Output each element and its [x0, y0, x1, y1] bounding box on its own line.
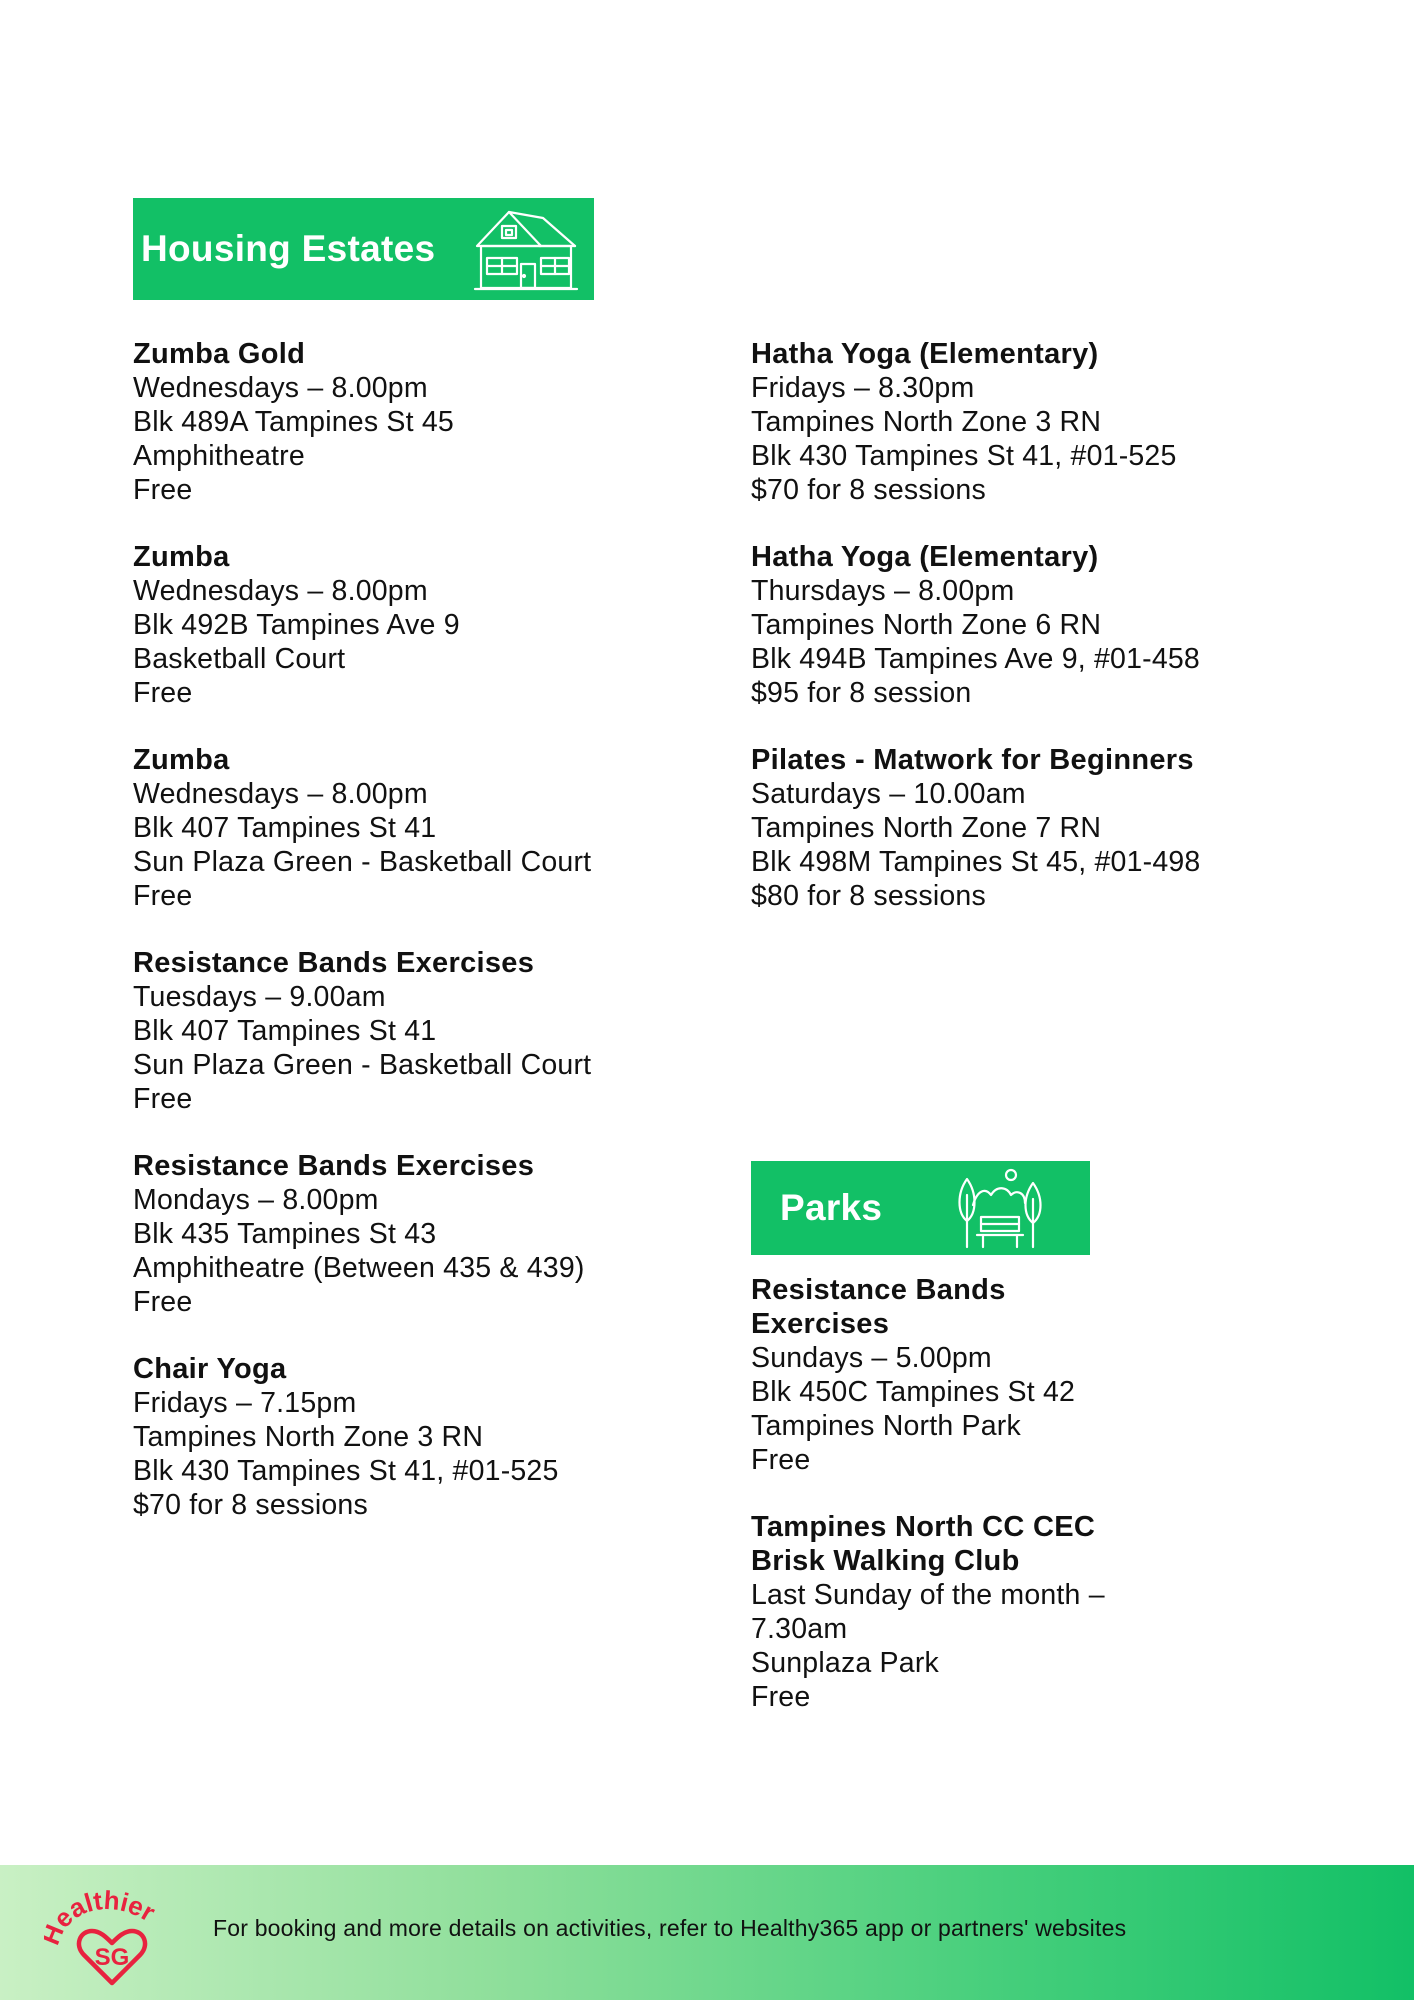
housing-left-column: [133, 337, 693, 1555]
healthier-sg-logo: [44, 1885, 174, 2000]
activity-venue: Sun Plaza Green - Basketball Court: [133, 846, 592, 878]
activity-name: Hatha Yoga (Elementary): [751, 338, 1099, 370]
activity-card: [133, 1352, 693, 1522]
activity-name: Resistance Bands Exercises: [751, 1274, 1006, 1340]
activity-name: Brisk Walking Club: [751, 1545, 1020, 1577]
activity-address: Blk 492B Tampines Ave 9: [133, 609, 460, 641]
activity-price: $80 for 8 sessions: [751, 880, 986, 912]
activity-address: Blk 450C Tampines St 42: [751, 1376, 1076, 1408]
activity-name: Zumba: [133, 744, 230, 776]
activity-price: Free: [751, 1681, 811, 1713]
activity-price: Free: [133, 1083, 193, 1115]
activity-card: [133, 1149, 693, 1319]
activity-address: Blk 489A Tampines St 45: [133, 406, 454, 438]
activity-schedule: 7.30am: [751, 1613, 848, 1645]
activity-card: [133, 946, 693, 1116]
activity-card: [133, 540, 693, 710]
activity-price: $70 for 8 sessions: [751, 474, 986, 506]
activity-name: Resistance Bands Exercises: [133, 947, 535, 979]
activity-name: Tampines North CC CEC: [751, 1511, 1096, 1543]
activity-schedule: Mondays – 8.00pm: [133, 1184, 379, 1216]
activity-venue: Amphitheatre (Between 435 & 439): [133, 1252, 585, 1284]
activity-venue: Sunplaza Park: [751, 1647, 939, 1679]
activity-address: Blk 498M Tampines St 45, #01-498: [751, 846, 1201, 878]
activity-schedule: Sundays – 5.00pm: [751, 1342, 992, 1374]
logo-text-healthier: ealthier: [47, 1885, 161, 1934]
parks-column: [751, 1273, 1151, 1747]
activity-name: Zumba: [133, 541, 230, 573]
activity-name: Chair Yoga: [133, 1353, 287, 1385]
activity-venue: Tampines North Park: [751, 1410, 1021, 1442]
housing-right-column: [751, 337, 1371, 946]
activity-venue: Tampines North Zone 3 RN: [133, 1421, 484, 1453]
footer-note: For booking and more details on activities, refer to Healthy365 app or partners' websites: [213, 1915, 1127, 1941]
house-icon: [471, 204, 583, 299]
activity-address: Blk 430 Tampines St 41, #01-525: [751, 440, 1177, 472]
activity-schedule: Fridays – 8.30pm: [751, 372, 975, 404]
activity-schedule: Saturdays – 10.00am: [751, 778, 1026, 810]
activity-card: [751, 337, 1371, 507]
activity-schedule: Tuesdays – 9.00am: [133, 981, 386, 1013]
activity-address: Blk 407 Tampines St 41: [133, 812, 437, 844]
activity-venue: Tampines North Zone 7 RN: [751, 812, 1102, 844]
activity-card: [133, 743, 693, 913]
activity-card: [751, 1273, 1151, 1477]
activity-name: Zumba Gold: [133, 338, 306, 370]
park-icon: [949, 1165, 1049, 1256]
activity-address: Blk 430 Tampines St 41, #01-525: [133, 1455, 559, 1487]
activity-price: Free: [133, 880, 193, 912]
footer-bar: [0, 1865, 1414, 2000]
activity-name: Resistance Bands Exercises: [133, 1150, 535, 1182]
activity-venue: Basketball Court: [133, 643, 346, 675]
activity-price: Free: [133, 1286, 193, 1318]
housing-estates-title: Housing Estates: [141, 228, 436, 269]
activity-price: $95 for 8 session: [751, 677, 972, 709]
activity-schedule: Fridays – 7.15pm: [133, 1387, 357, 1419]
activity-name: Hatha Yoga (Elementary): [751, 541, 1099, 573]
activity-schedule: Wednesdays – 8.00pm: [133, 778, 428, 810]
activity-price: Free: [133, 474, 193, 506]
activity-card: [751, 743, 1371, 913]
activity-venue: Sun Plaza Green - Basketball Court: [133, 1049, 592, 1081]
activity-name: Pilates - Matwork for Beginners: [751, 744, 1194, 776]
activity-venue: Amphitheatre: [133, 440, 305, 472]
activity-price: Free: [133, 677, 193, 709]
logo-text-sg: SG: [94, 1944, 130, 1971]
activity-card: [751, 1510, 1151, 1714]
activity-card: [751, 540, 1371, 710]
activity-address: Blk 494B Tampines Ave 9, #01-458: [751, 643, 1200, 675]
activity-schedule: Thursdays – 8.00pm: [751, 575, 1015, 607]
activity-price: $70 for 8 sessions: [133, 1489, 368, 1521]
activity-price: Free: [751, 1444, 811, 1476]
activity-card: [133, 337, 693, 507]
housing-estates-banner: [133, 198, 594, 300]
activity-venue: Tampines North Zone 6 RN: [751, 609, 1102, 641]
activity-schedule: Wednesdays – 8.00pm: [133, 372, 428, 404]
parks-banner: [751, 1161, 1090, 1255]
activity-venue: Tampines North Zone 3 RN: [751, 406, 1102, 438]
activity-schedule: Last Sunday of the month –: [751, 1579, 1105, 1611]
activity-address: Blk 407 Tampines St 41: [133, 1015, 437, 1047]
parks-title: Parks: [780, 1187, 883, 1228]
activity-schedule: Wednesdays – 8.00pm: [133, 575, 428, 607]
activity-address: Blk 435 Tampines St 43: [133, 1218, 437, 1250]
